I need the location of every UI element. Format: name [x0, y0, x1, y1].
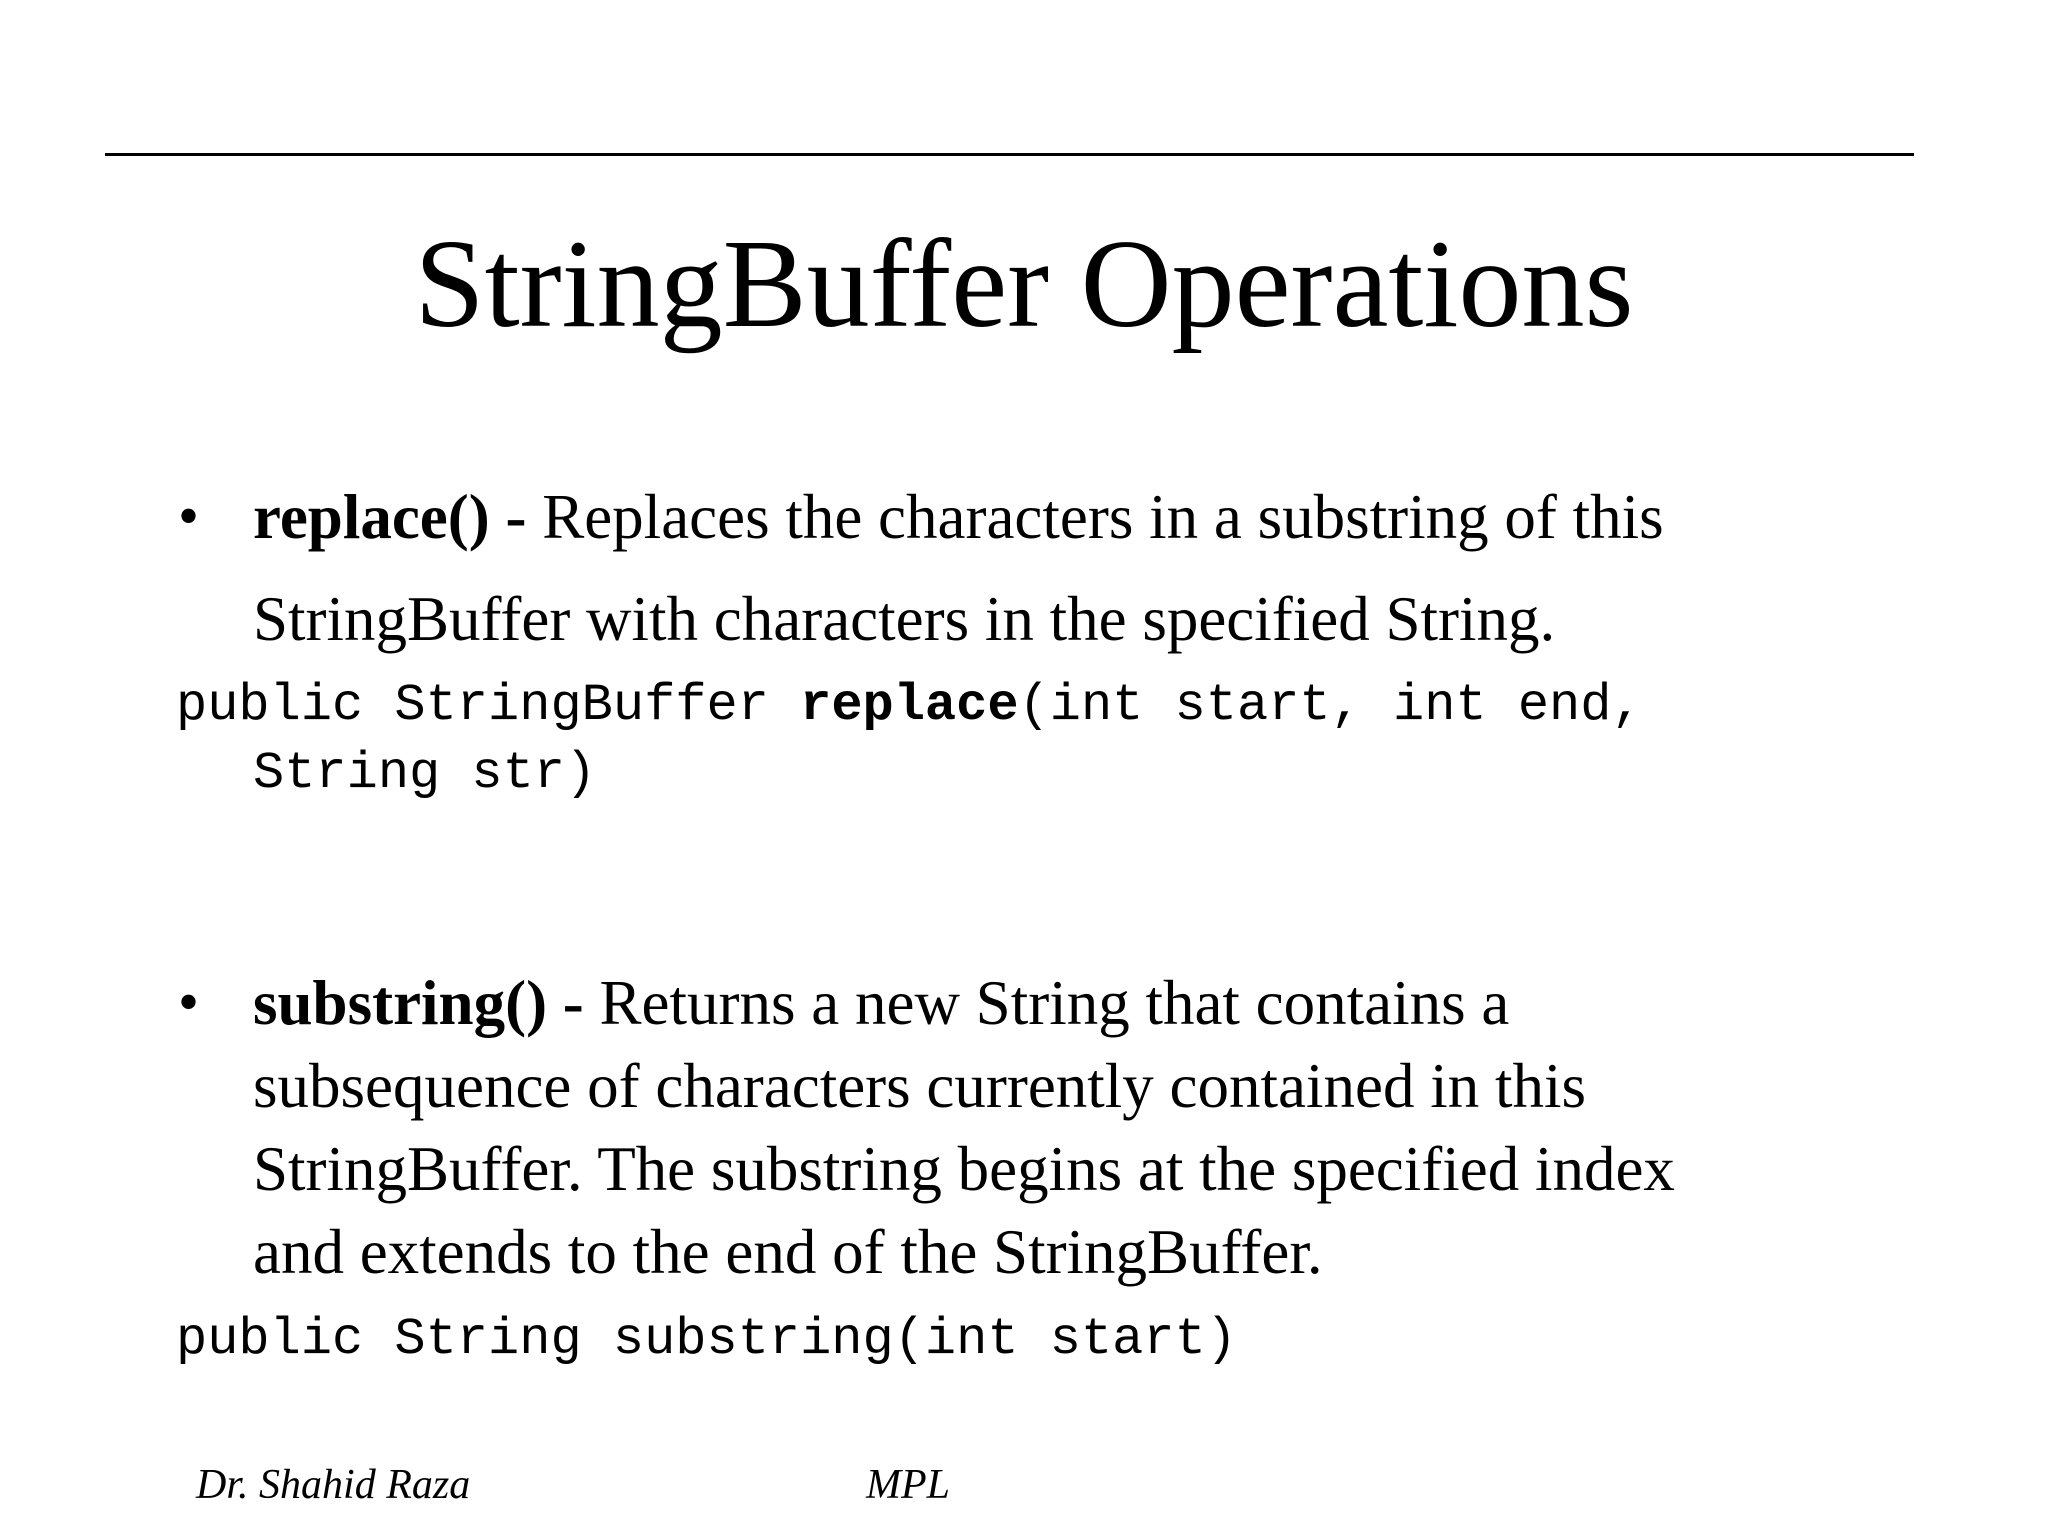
code-params: (int start, int end, [1018, 676, 1643, 735]
bullet-marker: • [178, 969, 200, 1035]
code-line: String str) [253, 744, 597, 803]
description-line: and extends to the end of the StringBuffer. [253, 1217, 1323, 1287]
description-text: Returns a new String that contains a [599, 968, 1510, 1038]
bullet-replace-description [253, 466, 1953, 670]
substring-signature [176, 1306, 1237, 1374]
bullet-substring-description [253, 962, 1953, 1294]
top-divider [105, 153, 1914, 156]
code-prefix: public StringBuffer [176, 676, 801, 735]
description-line: StringBuffer. The substring begins at the specified index [253, 1134, 1675, 1204]
code-line: public String substring(int start) [176, 1310, 1237, 1369]
footer-author: Dr. Shahid Raza [196, 1462, 471, 1508]
description-line [253, 466, 1953, 568]
footer-course: MPL [866, 1462, 950, 1508]
method-name: replace() - [253, 482, 527, 552]
description-line: StringBuffer with characters in the specified String. [253, 584, 1556, 654]
description-line [253, 962, 1953, 1045]
bullet-marker: • [178, 483, 200, 549]
description-line: subsequence of characters currently contained in this [253, 1051, 1586, 1121]
code-line [176, 672, 1643, 740]
slide-title: StringBuffer Operations [414, 215, 1634, 354]
description-text: Replaces the characters in a substring of this [542, 482, 1664, 552]
replace-signature [176, 672, 1643, 808]
code-method: replace [800, 676, 1019, 735]
method-name: substring() - [253, 968, 584, 1038]
